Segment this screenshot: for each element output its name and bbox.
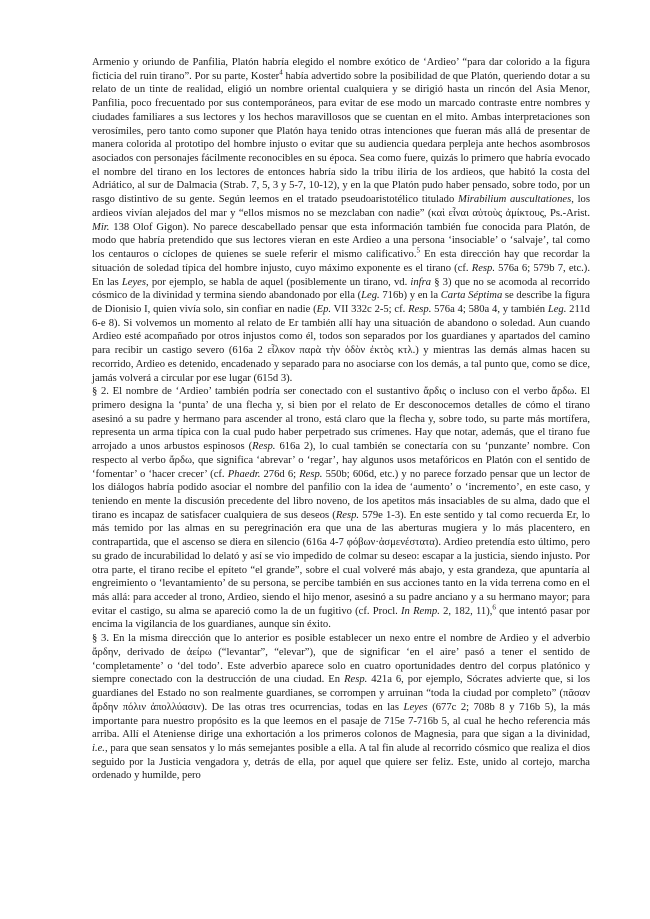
text-run: Armenio y oriundo de Panfilia, Platón habría elegido el nombre exótico de ‘Ardieo’ “para dar colorido a la figura ficticia del ruin tirano”. Por su parte, Koster (92, 57, 590, 82)
text-run: se describe la figura de Dionisio I, quien vivía solo, sin confiar en nadie ( (92, 290, 590, 315)
page-body (92, 56, 590, 783)
text-run: 550b; 606d, etc.) y no parece forzado pensar que un lector de los diálogos habría podido asociar el nombre del panfilio con la idea de ‘aumento’ o ‘incremento’, en este caso, y teniendo en mente la discusión precedente del libro noveno, de los apetitos más insaciables de su alma, dado que el tirano es incapaz de satisfacer cualquiera de sus deseos ( (92, 468, 590, 521)
text-run: En esta dirección hay que recordar la situación de soledad típica del hombre injusto, cuyo máximo exponente es el tirano (cf. (92, 249, 590, 274)
text-run: 276d 6; (260, 468, 300, 480)
italic-text: Leg. (547, 303, 567, 315)
text-run: VII 332c 2-5; cf. (331, 303, 409, 315)
italic-text: Mir. (92, 221, 110, 233)
text-run: § 2. El nombre de ‘Ardieo’ también podría ser conectado con el sustantivo ἄρδις o incluso con el verbo ἄρδω. El primero designa la ‘punta’ de una flecha y, si bien por el relato de Er desconocemos detalles de cómo el tirano asesinó a su padre y hermano para ascender al trono, está claro que la flecha y, sobre todo, su parte más mortífera, representa un arma típica con la cual pudo haber perpetrado sus crímenes. Hay que notar, además, que el tirano fue arrojado a unos arbustos espinosos ( (92, 386, 590, 453)
text-run: 579e 1-3). En este sentido y tal como recuerda Er, lo más temido por las almas en su peregrinación era que una de las aberturas mugiera y lo más placentero, en contrapartida, que el ascenso se diera en silencio (616a 4-7 φόβων·ἀσμενέστατα). Ardieo pretendía esto último, pero su grado de incurabilidad lo delató y así se vio impedido de colmar su deseo: escapar a la justicia, siendo injusto. Por otra parte, el tirano recibe el epíteto “el grande”, sobre el cual volveré más abajo, y esta grandeza, que apuntaría al engreimiento o ‘levantamiento’ de su persona, se percibe también en sus acciones tanto en la vida terrena como en el más allá: para acceder al trono, Ardieo, siendo el hijo menor, asesinó a su padre anciano y a su hermano mayor; para evitar el castigo, su alma se apareció como la de un fugitivo (cf. Procl. (92, 509, 590, 617)
italic-text: Resp. (408, 303, 432, 315)
text-run: § 3. En la misma dirección que lo anterior es posible establecer un nexo entre el nombre de Ardieo y el adverbio ἄρδην, derivado de ἀείρω (“levantar”, “elevar”), que de significar ‘en el aire’ pasó a tener el sentido de ‘completamente’ o ‘del todo’. Este adverbio aparece solo en cuatro oportunidades dentro del corpus platónico y siempre conectado con la destrucción de una ciudad. En (92, 633, 590, 686)
text-run: 576a 6; 579b 7, etc.). En las (92, 262, 590, 288)
italic-text: Resp. (471, 262, 495, 274)
italic-text: infra (410, 276, 432, 288)
text-run: 211d 6-e 8). Si volvemos un momento al relato de Er también allí hay una situación de abandono o soledad. Aun cuando Ardieo esté acompañado por otros injustos como él, todos son separados por los guardianes y apartados del camino para recibir un castigo severo (616a 2 εἶλκον παρὰ τὴν ὁδὸν ἐκτὸς κτλ.) y mientras las demás almas hacen su recorrido, Ardieo es detenido, encadenado y separado para no asociarse con los demás, a tal punto que, como se dice, jamás volverá a circular por ese lugar (615d 3). (92, 303, 590, 384)
text-run: había advertido sobre la posibilidad de que Platón, queriendo dotar a su relato de un tinte de realidad, eligió un nombre oriental cualquiera y se dirigió hasta un rincón del Asia Menor, Panfilia, poco frecuentado por sus contemporáneos, para evitar de ese modo un marcado contraste entre nombres y ciudades familiares a sus lectores y los hechos maravillosos que se cuentan en el mito. Ambas interpretaciones son verosímiles, pero tanto como suponer que Platón haya tenido otras intenciones que fueran más allá de presentar de manera colorida al prototipo del hombre injusto o evitar que su audiencia quedara perpleja ante hechos asombrosos asociados con personajes fácilmente reconocibles en su época. Sea como fuere, quizás lo primero que habría evocado el nombre del tirano en los lectores de entonces habría sido la tribu iliria de los ardieos, que habitó la costa del Adriático, al sur de Dalmacia (Strab. 7, 5, 3 y 5-7, 10-12), y en la que Platón pudo haber pensado, sobre todo, por un rasgo distintivo de su gente. Según leemos en el tratado pseudoaristotélico titulado (92, 70, 591, 206)
italic-text: Phaedr. (227, 468, 261, 480)
paragraph-section-2 (92, 385, 590, 632)
text-run: 2, 182, 11), (439, 605, 493, 617)
paragraph-section-3 (92, 632, 590, 783)
text-run: , para que sean sensatos y lo más semejantes posible a ella. A tal fin alude al recorrido cósmico que realiza el dios seguido por la Justicia vengadora y, detrás de ella, por aquel que quiere ser feliz. Este, unido al cortejo, marcha ordenado y humilde, pero (92, 742, 590, 782)
italic-text: Resp. (252, 441, 276, 453)
text-run: 616a 2), lo cual también se conectaría con su ‘punzante’ nombre. Con respecto al verbo ἄρδω, que significa ‘abrevar’ o ‘regar’, hay algunos usos metafóricos en Platón con el sentido de ‘fomentar’ o ‘hacer crecer’ (cf. (92, 441, 590, 480)
text-run: 576a 4; 580a 4, y también (431, 303, 548, 315)
italic-text: Leg. (361, 290, 380, 302)
italic-text: Ep. (316, 303, 332, 315)
paragraph-armenio (92, 56, 590, 385)
italic-text: Resp. (335, 509, 360, 521)
italic-text: Resp. (299, 468, 323, 480)
italic-text: Mirabilium auscultationes (458, 194, 572, 206)
footnote-marker: 5 (416, 246, 420, 255)
italic-text: In Remp. (401, 605, 440, 617)
text-run: 716b) y en la (379, 290, 441, 302)
text-run: , los ardieos vivían alejados del mar y “ellos mismos no se mezclaban con nadie” (καὶ εἶναι αὐτοὺς ἀμίκτους, Ps.-Arist. (92, 194, 590, 219)
footnote-marker: 6 (492, 603, 496, 612)
footnote-marker: 4 (279, 68, 283, 77)
italic-text: Leyes (403, 701, 428, 713)
italic-text: Carta Séptima (440, 290, 503, 302)
text-run: que intentó pasar por encima la vigilancia de los guardianes, aunque sin éxito. (92, 605, 591, 631)
italic-text: Resp. (344, 674, 368, 686)
italic-text: i.e. (92, 742, 105, 754)
text-run: 138 Olof Gigon). No parece descabellado pensar que esta información también fue conocida para Platón, de modo que habría pretendido que sus lectores vieran en este Ardieo a una persona ‘insociable’ o ‘salvaje’, tal como los centauros o cíclopes de quienes se suele referir el mismo calificativo. (92, 221, 590, 261)
text-run: (677c 2; 708b 8 y 716b 5), la más importante para nuestro propósito es la que leemos en el pasaje de 715e 7-716b 5, al cual he hecho referencia más arriba. Allí el Ateniense dirige una exhortación a los primeros colonos de Magnesia, para que sigan a la divinidad, (92, 701, 590, 741)
italic-text: Leyes (121, 276, 147, 288)
text-run: 421a 6, por ejemplo, Sócrates advierte que, si los guardianes del Estado no son realmente guardianes, se corrompen y arruinan “toda la ciudad por completo” (πᾶσαν ἄρδην πόλιν ἀπολλύασιν). De las otras tres ocurrencias, todas en las (92, 674, 590, 713)
text-run: , por ejemplo, se habla de aquel (posiblemente un tirano, vd. (146, 276, 411, 288)
text-run: § 3) que no se acomoda al recorrido cósmico de la divinidad y termina siendo abandonado por ella ( (92, 276, 590, 302)
